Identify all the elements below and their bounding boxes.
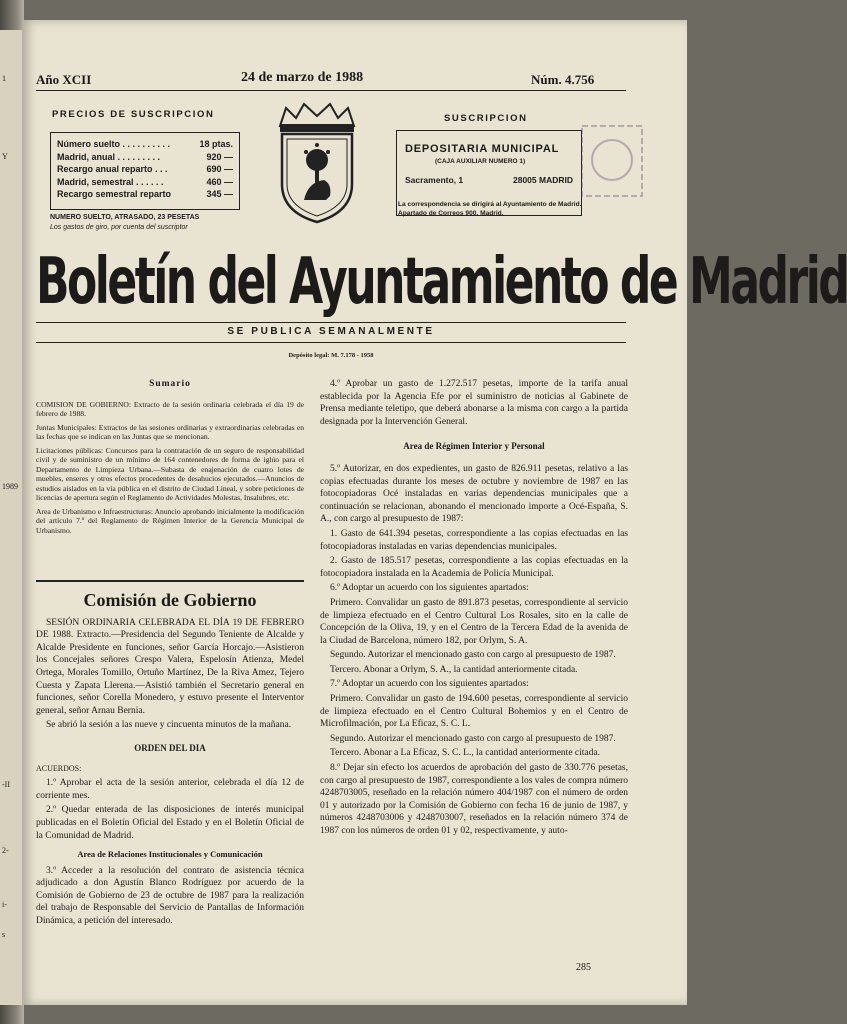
prices-box [50,132,240,210]
price-value: 345 — [206,189,233,199]
volume-label: Año XCII [36,72,92,87]
acuerdos-label: ACUERDOS: [36,763,82,773]
agreement-5-item: 1. Gasto de 641.394 pesetas, correspondiente a las copias efectuadas en las fotocopiadoras instaladas en varias dependencias municipales. [320,528,628,552]
masthead-subtitle: SE PUBLICA SEMANALMENTE [227,326,435,337]
margin-mark: s [2,930,6,939]
agreement-7-item: Tercero. Abonar a La Eficaz, S. C. L., la cantidad anteriormente citada. [330,748,600,759]
title-rule [36,322,626,323]
sumario-rule [36,580,304,582]
price-row [57,138,233,151]
office-address [405,175,573,185]
acuerdo-item: 1.º Aprobar el acta de la sesión anterior, celebrada el día 12 de corriente mes. [36,778,304,801]
price-row [57,176,233,189]
issue-date: 24 de marzo de 1988 [241,70,364,85]
acuerdo-item: 2.º Quedar enterada de las disposiciones de interés municipal publicadas en el Boletín Oficial del Estado y en el Boletín Oficial de la Comunidad de Madrid. [36,805,304,841]
right-column [320,378,628,840]
newspaper-page [22,20,847,1005]
agreement-8: 8.º Dejar sin efecto los acuerdos de aprobación del gasto de 330.776 pesetas, con cargo al presupuesto de 1987, correspondiente a los vales de compra número 4248703005, reseñado en la relación número 404/1987 con el número de orden 01 y autorizado por la Comisión de Gobierno con fecha 16 de junio de 1987, y números 4248703006 y 4248703007, reseñados en la relación número 374 de 1987 con los números de orden 01 y 02, respectivamente, y auto- [320,763,628,836]
agreement-6: 6.º Adoptar un acuerdo con los siguientes apartados: [330,583,529,594]
issue-number: Núm. 4.756 [531,72,595,87]
office-name: DEPOSITARIA MUNICIPAL [405,143,560,155]
top-rule [36,90,626,91]
sumario-section [36,380,304,539]
subscription-heading: SUSCRIPCION [444,113,528,124]
office-city: 28005 MADRID [513,175,573,185]
prices-heading: PRECIOS DE SUSCRIPCION [52,109,215,120]
price-value: 460 — [206,176,233,187]
madrid-coat-of-arms-icon [272,100,362,226]
agreement-5-item: 2. Gasto de 185.517 pesetas, correspondiente a las copias efectuadas en la fotocopiadora instalada en la Academia de Policía Municipal. [320,556,628,579]
office-sub: (CAJA AUXILIAR NUMERO 1) [435,158,526,165]
orden-heading: ORDEN DEL DIA [134,742,206,753]
prices-note-1: NUMERO SUELTO, ATRASADO, 23 PESETAS [50,214,200,221]
margin-mark: 1 [2,74,6,83]
agreement-6-item: Segundo. Autorizar el mencionado gasto con cargo al presupuesto de 1987. [330,650,616,661]
prices-note-2: Los gastos de giro, por cuenta del suscriptor [50,224,188,231]
margin-mark: 1989 [2,482,18,491]
sumario-item: Area de Urbanismo e Infraestructuras: Anuncio aprobando inicialmente la modificación del artículo 7.º del Reglamento de Régimen Interior de la Gerencia Municipal de Urbanismo. [36,506,304,535]
area-regimen-heading: Area de Régimen Interior y Personal [403,441,545,452]
comision-paragraph: Se abrió la sesión a las nueve y cincuenta minutos de la mañana. [46,720,292,731]
price-value: 920 — [206,151,233,162]
agreement-5: 5.º Autorizar, en dos expedientes, un gasto de 826.911 pesetas, relativo a las copias efectuadas durante los meses de octubre y noviembre de 1987 en las fotocopiadoras Océ instaladas en varias dependencias municipales que a continuación se relacionan, abonando el mencionado importe a Océ-España, S. A., con cargo al presupuesto de 1987: [320,463,628,525]
agreement-6-item: Primero. Convalidar un gasto de 891.873 pesetas, correspondiente al servicio de limpieza efectuado en el Centro Cultural Los Rosales, sito en la calle de Concepción de la Oliva, 19, y en el Centro de la Tercera Edad de la avenida de la Ciudad de Barcelona, número 182, por Orlym, S. A. [320,597,628,646]
price-row [57,151,233,164]
margin-mark: Y [2,152,8,161]
agreement-7-item: Primero. Convalidar un gasto de 194.600 pesetas, correspondiente al servicio de limpieza efectuado en el Centro Cultural Bohemios y en el Centro de Microfilmación, por La Eficaz, S. C. L. [320,694,628,730]
price-label: Número suelto . . . . . . . . . . [57,139,171,149]
price-label: Madrid, anual . . . . . . . . . [57,151,161,162]
page-number: 285 [576,962,591,973]
office-note: La correspondencia se dirigirá al Ayuntamiento de Madrid. Apartado de Correos 900. Madrid. [398,201,582,217]
comision-heading: Comisión de Gobierno [83,590,257,610]
sumario-item: Licitaciones públicas: Concursos para la contratación de un seguro de responsabilidad civil y de suministro de un mínimo de 164 contenedores de forma de iglúo para el Departamento de Limpieza Urbana.—Subasta de enajenación de cuatro lotes de muebles, enseres y otros efectos procedentes de desahucios ejecutados.—Anuncios de estudios aislados en la vía pública en el distrito de Ciudad Lineal, y sobre peticiones de licencias de apertura según el Reglamento de Actividades Molestas, Insalubres, etc. [36,445,304,502]
price-value: 690 — [206,164,233,174]
agreement-4: 4.º Aprobar un gasto de 1.272.517 pesetas, importe de la tarifa anual establecida por la Agencia Efe por el suministro de noticias al Gabinete de Prensa mediante teletipo, que deberá abonarse a la misma con cargo a la partida designada por la Intervención General. [320,379,628,427]
sumario-heading: Sumario [149,379,191,389]
margin-mark: 2- [2,846,9,855]
agreement-7: 7.º Adoptar un acuerdo con los siguientes apartados: [330,679,529,690]
comision-paragraph: SESIÓN ORDINARIA CELEBRADA EL DÍA 19 DE FEBRERO DE 1988. Extracto.—Presidencia del Segundo Teniente de Alcalde y Alcalde Presidente en funciones, señor García Horcajo.—Asistieron los Concejales señores Crespo Valera, Espelosín Atienza, Medel Ortega, Morales Tomillo, Ortuño Martínez, De la Riva Amez, Tejero Cuesta y Zapata Llerena.—Asistió también el Secretario general en funciones, señor Corella Monedero, y estuvo presente el Interventor general, señor Arnau Bernia. [36,617,304,716]
margin-mark: i- [2,900,7,909]
area-heading: Area de Relaciones Institucionales y Comunicación [77,849,263,860]
price-label: Recargo semestral reparto [57,189,172,199]
sumario-item: Juntas Municipales: Extractos de las sesiones ordinarias y extraordinarias celebradas en las fechas que se indican en las Juntas que se mencionan. [36,422,304,441]
price-row [57,188,233,201]
price-value: 18 ptas. [199,139,233,149]
margin-mark: -II [2,780,10,789]
comision-section [36,590,304,930]
masthead-title: Boletín del Ayuntamiento de Madrid [36,245,847,319]
office-street: Sacramento, 1 [405,175,464,185]
area-paragraph: 3.º Acceder a la resolución del contrato de asistencia técnica adjudicado a don Agustín Blanco Rodríguez por acuerdo de la Comisión de Gobierno de 23 de octubre de 1987 para la realización del trabajo de Responsable del Servicio de Pantallas de Información Dinámica, a petición del interesado. [36,865,304,927]
agreement-6-item: Tercero. Abonar a Orlym, S. A., la cantidad anteriormente citada. [330,664,578,675]
agreement-7-item: Segundo. Autorizar el mencionado gasto con cargo al presupuesto de 1987. [330,733,616,744]
price-label: Madrid, semestral . . . . . . [57,176,164,187]
subtitle-rule [36,342,626,343]
sumario-item: COMISION DE GOBIERNO: Extracto de la sesión ordinaria celebrada el día 19 de febrero de 1988. [36,399,304,418]
legal-deposit: Depósito legal: M. 7.178 - 1958 [288,352,374,359]
price-label: Recargo anual reparto . . . [57,164,168,174]
previous-page-edge [0,30,22,1005]
price-row [57,163,233,176]
library-stamp-icon [578,122,648,202]
